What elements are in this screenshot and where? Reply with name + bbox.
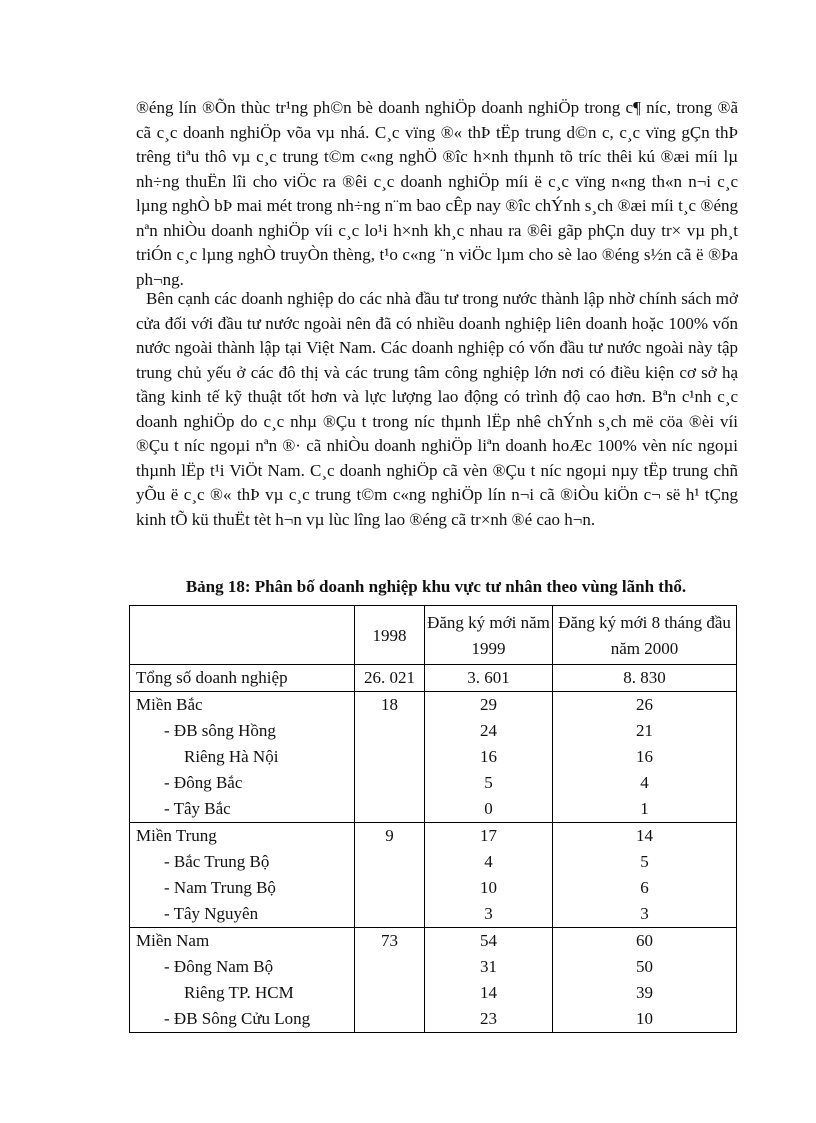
header-cell-blank xyxy=(130,606,355,665)
value-1998: 73 xyxy=(381,931,398,950)
value-2000: 6 xyxy=(640,878,649,897)
empty-value xyxy=(355,875,424,901)
table-row-total xyxy=(130,665,737,692)
region-2000-cell xyxy=(553,823,737,928)
empty-value xyxy=(355,980,424,1006)
region-label-cell xyxy=(130,928,355,1033)
value-1999: 0 xyxy=(484,799,493,818)
subregion-label: - ĐB sông Hồng xyxy=(164,721,276,740)
region-1999-cell xyxy=(425,692,553,823)
value-1999: 14 xyxy=(480,983,497,1002)
region-name: Miền Trung xyxy=(136,826,217,845)
region-1999-cell xyxy=(425,928,553,1033)
value-2000: 50 xyxy=(636,957,653,976)
value-1999: 5 xyxy=(484,773,493,792)
subregion-label: - Tây Nguyên xyxy=(164,904,259,923)
region-2000-cell xyxy=(553,928,737,1033)
empty-value xyxy=(355,744,424,770)
region-2000-cell xyxy=(553,692,737,823)
header-cell-1999: Đăng ký mới năm 1999 xyxy=(425,606,553,665)
subregion-label: - Bắc Trung Bộ xyxy=(164,852,270,871)
table-row-region xyxy=(130,692,737,823)
subregion-label: - Đông Nam Bộ xyxy=(164,957,274,976)
table-header-row xyxy=(130,606,737,665)
value-2000: 4 xyxy=(640,773,649,792)
value-1999: 4 xyxy=(484,852,493,871)
value-1999: 17 xyxy=(480,826,497,845)
empty-value xyxy=(355,796,424,822)
subregion-label: Riêng Hà Nội xyxy=(184,747,279,766)
subregion-label: - Tây Bắc xyxy=(164,799,231,818)
table-row-region xyxy=(130,823,737,928)
value-1999: 31 xyxy=(480,957,497,976)
subregion-label: Riêng TP. HCM xyxy=(184,983,294,1002)
total-1999: 3. 601 xyxy=(425,665,553,692)
value-2000: 10 xyxy=(636,1009,653,1028)
value-2000: 3 xyxy=(640,904,649,923)
value-2000: 16 xyxy=(636,747,653,766)
empty-value xyxy=(355,770,424,796)
value-2000: 39 xyxy=(636,983,653,1002)
value-2000: 26 xyxy=(636,695,653,714)
region-name: Miền Nam xyxy=(136,931,210,950)
header-cell-1998: 1998 xyxy=(355,606,425,665)
value-1999: 16 xyxy=(480,747,497,766)
region-label-cell xyxy=(130,823,355,928)
body-paragraph-2: Bên cạnh các doanh nghiệp do các nhà đầu tư trong nước thành lập nhờ chính sách mở cửa đối với đầu tư nước ngoài nên đã có nhiều doanh nghiệp liên doanh hoặc 100% vốn nước ngoài thành lập tại Việt Nam. Các doanh nghiệp có vốn đầu tư nước ngoài này tập trung chủ yếu ở các đô thị và các trung tâm công nghiệp lớn nơi có điều kiện cơ sở hạ tầng kinh tế kỹ thuật tốt hơn và lực lượng lao động có trình độ cao hơn. Bªn c¹nh c¸c doanh nghiÖp do c¸c nhµ ®Çu t trong níc thµnh lËp nhê chÝnh s¸ch më cöa ®èi víi ®Çu t níc ngoµi nªn ®· cã nhiÒu doanh nghiÖp liªn doanh hoÆc 100% vèn níc ngoµi thµnh lËp t¹i ViÖt Nam. C¸c doanh nghiÖp cã vèn ®Çu t níc ngoµi nµy tËp trung chñ yÕu ë c¸c ®« thÞ vµ c¸c trung t©m c«ng nghiÖp lín n¬i cã ®iÒu kiÖn c¬ së h¹ tÇng kinh tÕ kü thuËt tèt h¬n vµ lùc lîng lao ®éng cã tr×nh ®é cao h¬n. xyxy=(136,289,738,529)
header-cell-2000: Đăng ký mới 8 tháng đầu năm 2000 xyxy=(553,606,737,665)
empty-value xyxy=(355,901,424,927)
value-1999: 23 xyxy=(480,1009,497,1028)
value-1998: 9 xyxy=(385,826,394,845)
total-label: Tổng số doanh nghiệp xyxy=(130,665,355,692)
value-1998: 18 xyxy=(381,695,398,714)
total-2000: 8. 830 xyxy=(553,665,737,692)
distribution-table xyxy=(129,605,737,1033)
total-1998: 26. 021 xyxy=(355,665,425,692)
value-2000: 14 xyxy=(636,826,653,845)
value-1999: 24 xyxy=(480,721,497,740)
region-1998-cell xyxy=(355,823,425,928)
subregion-label: - ĐB Sông Cửu Long xyxy=(164,1009,311,1028)
value-1999: 10 xyxy=(480,878,497,897)
region-label-cell xyxy=(130,692,355,823)
value-2000: 1 xyxy=(640,799,649,818)
value-1999: 29 xyxy=(480,695,497,714)
empty-value xyxy=(355,718,424,744)
value-1999: 3 xyxy=(484,904,493,923)
table-row-region xyxy=(130,928,737,1033)
value-1999: 54 xyxy=(480,931,497,950)
subregion-label: - Nam Trung Bộ xyxy=(164,878,276,897)
empty-value xyxy=(355,954,424,980)
empty-value xyxy=(355,849,424,875)
table-caption: Bảng 18: Phân bố doanh nghiệp khu vực tư nhân theo vùng lãnh thổ. xyxy=(185,577,687,596)
region-1998-cell xyxy=(355,692,425,823)
value-2000: 60 xyxy=(636,931,653,950)
value-2000: 5 xyxy=(640,852,649,871)
subregion-label: - Đông Bắc xyxy=(164,773,243,792)
value-2000: 21 xyxy=(636,721,653,740)
region-1999-cell xyxy=(425,823,553,928)
region-1998-cell xyxy=(355,928,425,1033)
body-paragraph-1: ®éng lín ®Õn thùc tr¹ng ph©n bè doanh nghiÖp doanh nghiÖp trong c¶ níc, trong ®ã cã c¸c doanh nghiÖp võa vµ nhá. C¸c vïng ®« thÞ tËp trung d©n c, c¸c vïng gÇn thÞ trêng tiªu thô vµ c¸c trung t©m c«ng nghÖ ®îc h×nh thµnh tõ tríc thêi kú ®æi míi lµ nh÷ng thuËn lîi cho viÖc ra ®êi c¸c doanh nghiÖp míi ë c¸c vïng n«ng th«n n¬i c¸c lµng nghÒ bÞ mai mét trong nh÷ng n¨m bao cÊp nay ®îc chÝnh s¸ch ®æi míi t¸c ®éng nªn nhiÒu doanh nghiÖp víi c¸c lo¹i h×nh kh¸c nhau ra ®êi gãp phÇn duy tr× vµ ph¸t triÓn c¸c lµng nghÒ truyÒn thèng, t¹o c«ng ¨n viÖc lµm cho sè lao ®éng s½n cã ë ®Þa ph¬ng. xyxy=(136,98,738,289)
region-name: Miền Bắc xyxy=(136,695,203,714)
empty-value xyxy=(355,1006,424,1032)
